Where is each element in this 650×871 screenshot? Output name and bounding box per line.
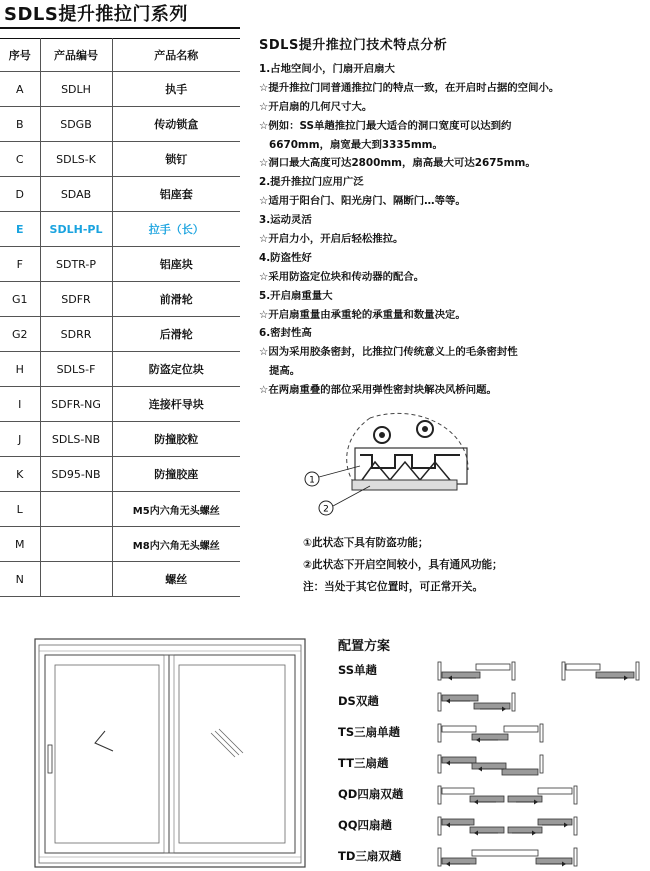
feature-line: 提高。 [269,365,301,378]
row-name: 传动锁盒 [112,107,240,142]
feature-line: ☆因为采用胶条密封，比推拉门传统意义上的毛条密封性 [259,346,518,359]
row-code: SDLH [40,72,112,107]
feature-line: 5.开启扇重量大 [259,289,333,302]
frame-jamb [574,817,577,835]
row-name: 铝座块 [112,247,240,282]
table-row [0,352,240,387]
sash-moving [536,858,572,864]
sash-moving [442,757,476,763]
callout-1-leader [319,466,360,477]
detail-roller-left-hub [379,432,385,438]
row-name: 防撞胶粒 [112,422,240,457]
table-row [0,387,240,422]
sash-moving [442,819,474,825]
config-diagram [436,722,650,746]
table-row [0,457,240,492]
row-code: SDRR [40,317,112,352]
sash-moving [502,769,538,775]
feature-line: ☆开启扇重量由承重轮的承重量和数量决定。 [259,308,466,321]
frame-jamb [636,662,639,680]
sash-moving [442,695,478,701]
row-code: SDLS-NB [40,422,112,457]
row-code: SDFR [40,282,112,317]
sash-moving [472,763,506,769]
row-no: I [0,387,40,422]
feature-line: ☆开启力小，开启后轻松推拉。 [259,233,404,246]
row-no: G2 [0,317,40,352]
row-no: B [0,107,40,142]
row-name: 防盗定位块 [112,352,240,387]
frame-jamb [438,786,441,804]
feature-line: ☆开启扇的几何尺寸大。 [259,100,373,113]
callout-1: 1 [309,475,315,486]
detail-boundary-left [347,418,370,480]
page-title: SDLS提升推拉门系列 [4,4,188,25]
row-name: 拉手（长） [112,212,240,247]
config-label: QQ四扇趟 [338,818,393,832]
row-no: L [0,492,40,527]
config-label: TS三扇单趟 [338,725,401,739]
row-code: SDLH-PL [40,212,112,247]
features-title: SDLS提升推拉门技术特点分析 [259,38,448,53]
row-no: F [0,247,40,282]
frame-jamb [438,724,441,742]
table-row [0,107,240,142]
sash-fixed [504,726,538,732]
row-name: 后滑轮 [112,317,240,352]
row-no: K [0,457,40,492]
row-no: M [0,527,40,562]
sash-fixed [538,788,572,794]
sash-fixed [476,664,510,670]
outer-frame [35,639,305,867]
parts-table [0,38,240,597]
config-diagram [436,784,650,808]
row-no: J [0,422,40,457]
table-row [0,142,240,177]
config-label: QD四扇双趟 [338,787,404,801]
sash-moving [508,796,542,802]
features-list [259,60,650,400]
feature-line: ☆例如：SS单趟推拉门最大适合的洞口宽度可以达到约 [259,119,512,132]
lock-detail-drawing [300,410,470,520]
row-name: M8内六角无头螺丝 [112,527,240,562]
table-row [0,177,240,212]
feature-line: ☆适用于阳台门、阳光房门、隔断门…等等。 [259,195,466,208]
row-code [40,492,112,527]
row-name: 螺丝 [112,562,240,597]
frame-jamb [438,848,441,866]
frame-jamb [540,724,543,742]
row-no: G1 [0,282,40,317]
detail-teeth [362,462,450,480]
row-name: 铝座套 [112,177,240,212]
title-rule [0,27,240,29]
config-title: 配置方案 [338,639,391,654]
table-row [0,317,240,352]
sash-fixed [566,664,600,670]
config-label: SS单趟 [338,663,378,677]
row-code: SDGB [40,107,112,142]
row-no: D [0,177,40,212]
note-line: ②此状态下开启空间较小，具有通风功能； [303,559,503,571]
row-name: M5内六角无头螺丝 [112,492,240,527]
frame-jamb [512,693,515,711]
row-name: 锁钉 [112,142,240,177]
sash-moving [470,796,504,802]
detail-roller-right-hub [422,426,428,432]
config-label: DS双趟 [338,694,379,708]
config-label: TT三扇趟 [338,756,389,770]
sash-moving [470,827,504,833]
frame-jamb [512,662,515,680]
detail-rail [352,480,457,490]
frame-jamb [438,693,441,711]
feature-line: 3.运动灵活 [259,214,312,227]
row-code [40,562,112,597]
config-diagram [436,815,650,839]
sash-fixed [442,788,474,794]
row-code: SDAB [40,177,112,212]
frame-jamb [438,817,441,835]
row-no: E [0,212,40,247]
row-name: 防撞胶座 [112,457,240,492]
row-no: C [0,142,40,177]
sash-moving [596,672,634,678]
feature-line: 6670mm，扇宽最大到3335mm。 [269,138,443,151]
frame-jamb [438,662,441,680]
feature-line: 2.提升推拉门应用广泛 [259,176,364,189]
row-code: SD95-NB [40,457,112,492]
table-row [0,527,240,562]
row-code: SDFR-NG [40,387,112,422]
row-no: A [0,72,40,107]
frame-jamb [438,755,441,773]
row-name: 前滑轮 [112,282,240,317]
note-line: ①此状态下具有防盗功能； [303,537,429,549]
sash-moving [472,734,508,740]
sash-fixed [442,726,476,732]
feature-line: ☆洞口最大高度可达2800mm，扇高最大可达2675mm。 [259,157,536,170]
header-code: 产品编号 [40,39,112,72]
feature-line: 1.占地空间小，门扇开启扇大 [259,63,395,75]
feature-line: ☆提升推拉门同普通推拉门的特点一致，在开启时占据的空间小。 [259,81,560,94]
detail-notes [303,532,503,598]
header-no: 序号 [0,39,40,72]
row-code [40,527,112,562]
config-diagram [436,691,650,715]
row-no: N [0,562,40,597]
config-diagram [436,660,650,684]
door-handle [48,745,52,773]
config-diagram [436,753,650,777]
config-label: TD三扇双趟 [338,849,402,863]
feature-line: ☆在两扇重叠的部位采用弹性密封块解决风桥问题。 [259,384,497,397]
row-name: 连接杆导块 [112,387,240,422]
row-code: SDTR-P [40,247,112,282]
callout-2: 2 [323,504,329,515]
door-elevation-drawing [33,637,308,869]
row-no: H [0,352,40,387]
sash-fixed [472,850,538,856]
note-line: 注：当处于其它位置时，可正常开关。 [303,581,484,593]
feature-line: 4.防盗性好 [259,251,312,264]
table-row [0,247,240,282]
sash-moving [508,827,542,833]
table-row [0,562,240,597]
table-row [0,422,240,457]
parts-table-body [0,72,240,597]
frame-jamb [562,662,565,680]
sash-moving [442,858,476,864]
header-name: 产品名称 [112,39,240,72]
sash-moving [442,672,480,678]
row-name: 执手 [112,72,240,107]
row-code: SDLS-K [40,142,112,177]
table-row [0,212,240,247]
sash-moving [538,819,572,825]
feature-line: ☆采用防盗定位块和传动器的配合。 [259,270,425,283]
sash-moving [474,703,510,709]
table-header-row [0,39,240,72]
config-diagram [436,846,650,870]
table-row [0,492,240,527]
table-row [0,72,240,107]
frame-jamb [574,786,577,804]
frame-jamb [540,755,543,773]
frame-jamb [574,848,577,866]
feature-line: 6.密封性高 [259,327,312,340]
row-code: SDLS-F [40,352,112,387]
table-row [0,282,240,317]
